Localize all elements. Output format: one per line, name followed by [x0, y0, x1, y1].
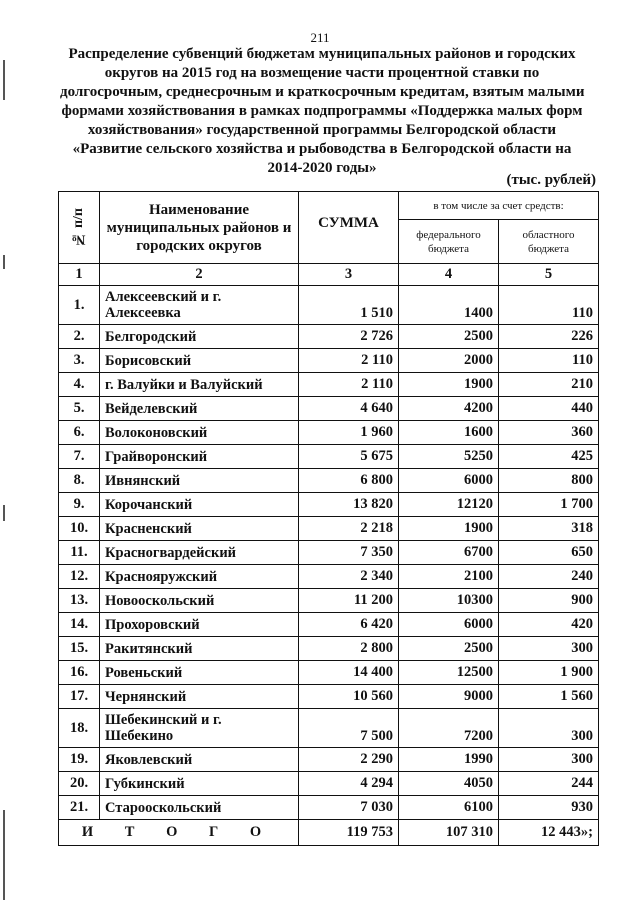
total-sum: 119 753 [299, 820, 399, 846]
sum-value: 7 030 [299, 796, 399, 820]
regional-value: 110 [499, 349, 599, 373]
federal-value: 6100 [399, 796, 499, 820]
row-index: 20. [59, 772, 100, 796]
title-line: долгосрочным, среднесрочным и краткосрочным кредитам, взятым малыми [60, 84, 585, 100]
federal-value: 1900 [399, 517, 499, 541]
row-index: 13. [59, 589, 100, 613]
regional-value: 300 [499, 748, 599, 772]
row-index: 15. [59, 637, 100, 661]
federal-value: 4200 [399, 397, 499, 421]
district-name-cell [100, 796, 299, 820]
sum-value: 1 960 [299, 421, 399, 445]
row-index: 9. [59, 493, 100, 517]
federal-value: 5250 [399, 445, 499, 469]
district-name-cont: Алексеевка [105, 305, 181, 321]
district-name-cell [100, 772, 299, 796]
header-index-cell [59, 192, 100, 264]
district-name: Волоконовский [105, 424, 208, 441]
district-name-cell [100, 613, 299, 637]
district-name: Вейделевский [105, 400, 198, 417]
sum-value: 4 640 [299, 397, 399, 421]
column-number: 2 [100, 264, 299, 286]
title-line: Распределение субвенций бюджетам муниципальных районов и городских [68, 46, 576, 62]
district-name: Корочанский [105, 496, 193, 513]
table-row [59, 541, 599, 565]
federal-value: 1400 [399, 286, 499, 325]
district-name: Старооскольский [105, 799, 222, 816]
table-header-row [59, 192, 599, 220]
sum-value: 4 294 [299, 772, 399, 796]
regional-value: 1 560 [499, 685, 599, 709]
table-row [59, 373, 599, 397]
header-federal-line: бюджета [427, 242, 469, 255]
sum-value: 2 110 [299, 349, 399, 373]
table-row [59, 397, 599, 421]
district-name-cell [100, 565, 299, 589]
district-name-cell [100, 748, 299, 772]
sum-value: 7 350 [299, 541, 399, 565]
subsidy-table [58, 191, 599, 846]
row-index: 3. [59, 349, 100, 373]
sum-value: 2 290 [299, 748, 399, 772]
federal-value: 4050 [399, 772, 499, 796]
table-row [59, 469, 599, 493]
district-name: Алексеевский и г. [105, 289, 222, 305]
district-name: Ракитянский [105, 640, 193, 657]
header-funding: в том числе за счет средств: [399, 192, 599, 220]
table-row [59, 772, 599, 796]
federal-value: 2100 [399, 565, 499, 589]
row-index: 2. [59, 325, 100, 349]
district-name-cell [100, 709, 299, 748]
district-name-cell [100, 469, 299, 493]
federal-value: 1900 [399, 373, 499, 397]
district-name: Шебекинский и г. [105, 712, 222, 728]
regional-value: 800 [499, 469, 599, 493]
regional-value: 244 [499, 772, 599, 796]
sum-value: 2 110 [299, 373, 399, 397]
federal-value: 6000 [399, 469, 499, 493]
scan-edge-mark [3, 255, 5, 269]
table-row [59, 493, 599, 517]
district-name: Ивнянский [105, 472, 181, 489]
district-name: Прохоровский [105, 616, 200, 633]
regional-value: 440 [499, 397, 599, 421]
district-name: Ровеньский [105, 664, 183, 681]
header-name-line: муниципальных районов и [106, 219, 292, 236]
header-sum: СУММА [299, 192, 399, 264]
table-row [59, 445, 599, 469]
header-federal-line: федерального [416, 228, 481, 241]
table-row [59, 637, 599, 661]
district-name-cell [100, 397, 299, 421]
column-number: 4 [399, 264, 499, 286]
table-row [59, 685, 599, 709]
row-index: 14. [59, 613, 100, 637]
sum-value: 2 800 [299, 637, 399, 661]
units-label: (тыс. рублей) [506, 172, 596, 188]
table-row [59, 709, 599, 748]
row-index: 11. [59, 541, 100, 565]
sum-value: 13 820 [299, 493, 399, 517]
regional-value: 300 [499, 709, 599, 748]
title-line: округов на 2015 год на возмещение части процентной ставки по [104, 65, 540, 81]
regional-value: 650 [499, 541, 599, 565]
sum-value: 5 675 [299, 445, 399, 469]
district-name-cell [100, 286, 299, 325]
federal-value: 1990 [399, 748, 499, 772]
total-row [59, 820, 599, 846]
column-number: 1 [59, 264, 100, 286]
table-row [59, 286, 599, 325]
sum-value: 7 500 [299, 709, 399, 748]
header-name-line: Наименование [149, 201, 249, 218]
district-name-cont: Шебекино [105, 728, 174, 744]
table-row [59, 565, 599, 589]
header-regional-line: бюджета [527, 242, 569, 255]
regional-value: 210 [499, 373, 599, 397]
regional-value: 318 [499, 517, 599, 541]
table-row [59, 325, 599, 349]
header-name-cell [100, 192, 299, 264]
district-name-cell [100, 349, 299, 373]
federal-value: 7200 [399, 709, 499, 748]
regional-value: 110 [499, 286, 599, 325]
sum-value: 2 726 [299, 325, 399, 349]
regional-value: 1 700 [499, 493, 599, 517]
sum-value: 14 400 [299, 661, 399, 685]
district-name: Красненский [105, 520, 192, 537]
district-name: Чернянский [105, 688, 187, 705]
district-name: Яковлевский [105, 751, 193, 768]
district-name-cell [100, 325, 299, 349]
row-index: 6. [59, 421, 100, 445]
row-index: 8. [59, 469, 100, 493]
row-index: 7. [59, 445, 100, 469]
document-title [60, 45, 584, 178]
column-number: 3 [299, 264, 399, 286]
sum-value: 2 218 [299, 517, 399, 541]
district-name-cell [100, 373, 299, 397]
table-row [59, 613, 599, 637]
federal-value: 10300 [399, 589, 499, 613]
scan-edge-mark [3, 60, 5, 100]
district-name-cell [100, 517, 299, 541]
header-federal [399, 220, 499, 264]
sum-value: 6 420 [299, 613, 399, 637]
row-index: 19. [59, 748, 100, 772]
district-name: Борисовский [105, 352, 192, 369]
district-name-cell [100, 445, 299, 469]
row-index: 4. [59, 373, 100, 397]
table-row [59, 421, 599, 445]
district-name-cell [100, 637, 299, 661]
district-name-cell [100, 421, 299, 445]
regional-value: 1 900 [499, 661, 599, 685]
regional-value: 300 [499, 637, 599, 661]
district-name-cell [100, 661, 299, 685]
table-row [59, 349, 599, 373]
district-name-cell [100, 541, 299, 565]
scan-edge-mark [3, 810, 5, 900]
title-line: хозяйствования» государственной программы Белгородской области [87, 122, 557, 138]
regional-value: 930 [499, 796, 599, 820]
total-label: И Т О Г О [59, 820, 299, 846]
district-name: Красногвардейский [105, 544, 237, 561]
total-federal: 107 310 [399, 820, 499, 846]
regional-value: 360 [499, 421, 599, 445]
federal-value: 9000 [399, 685, 499, 709]
title-line: формами хозяйствования в рамках подпрограммы «Поддержка малых форм [61, 103, 583, 119]
table-row [59, 796, 599, 820]
table-row [59, 517, 599, 541]
row-index: 18. [59, 709, 100, 748]
federal-value: 1600 [399, 421, 499, 445]
district-name-cell [100, 589, 299, 613]
title-line: «Развитие сельского хозяйства и рыбоводства в Белгородской области на [72, 141, 572, 157]
federal-value: 2500 [399, 637, 499, 661]
sum-value: 2 340 [299, 565, 399, 589]
regional-value: 240 [499, 565, 599, 589]
sum-value: 1 510 [299, 286, 399, 325]
regional-value: 900 [499, 589, 599, 613]
regional-value: 425 [499, 445, 599, 469]
table-row [59, 589, 599, 613]
district-name: Новооскольский [105, 592, 215, 609]
district-name: Краснояружский [105, 568, 218, 585]
header-regional-line: областного [522, 228, 575, 241]
table-row [59, 748, 599, 772]
federal-value: 12500 [399, 661, 499, 685]
total-regional: 12 443»; [499, 820, 599, 846]
header-name-line: городских округов [136, 237, 262, 254]
sum-value: 6 800 [299, 469, 399, 493]
row-index: 10. [59, 517, 100, 541]
regional-value: 420 [499, 613, 599, 637]
row-index: 17. [59, 685, 100, 709]
header-index: № п/п [71, 208, 86, 247]
federal-value: 2000 [399, 349, 499, 373]
district-name: Грайворонский [105, 448, 208, 465]
sum-value: 10 560 [299, 685, 399, 709]
district-name: Губкинский [105, 775, 185, 792]
table-row [59, 661, 599, 685]
federal-value: 6000 [399, 613, 499, 637]
row-index: 12. [59, 565, 100, 589]
district-name: Белгородский [105, 328, 197, 345]
sum-value: 11 200 [299, 589, 399, 613]
column-number: 5 [499, 264, 599, 286]
row-index: 21. [59, 796, 100, 820]
district-name-cell [100, 685, 299, 709]
row-index: 1. [59, 286, 100, 325]
page-number: 211 [310, 30, 330, 45]
federal-value: 2500 [399, 325, 499, 349]
district-name-cell [100, 493, 299, 517]
federal-value: 6700 [399, 541, 499, 565]
federal-value: 12120 [399, 493, 499, 517]
title-line: 2014-2020 годы» [267, 160, 377, 176]
row-index: 5. [59, 397, 100, 421]
header-regional [499, 220, 599, 264]
scan-edge-mark [3, 505, 5, 521]
district-name: г. Валуйки и Валуйский [105, 376, 263, 393]
row-index: 16. [59, 661, 100, 685]
column-number-row [59, 264, 599, 286]
regional-value: 226 [499, 325, 599, 349]
